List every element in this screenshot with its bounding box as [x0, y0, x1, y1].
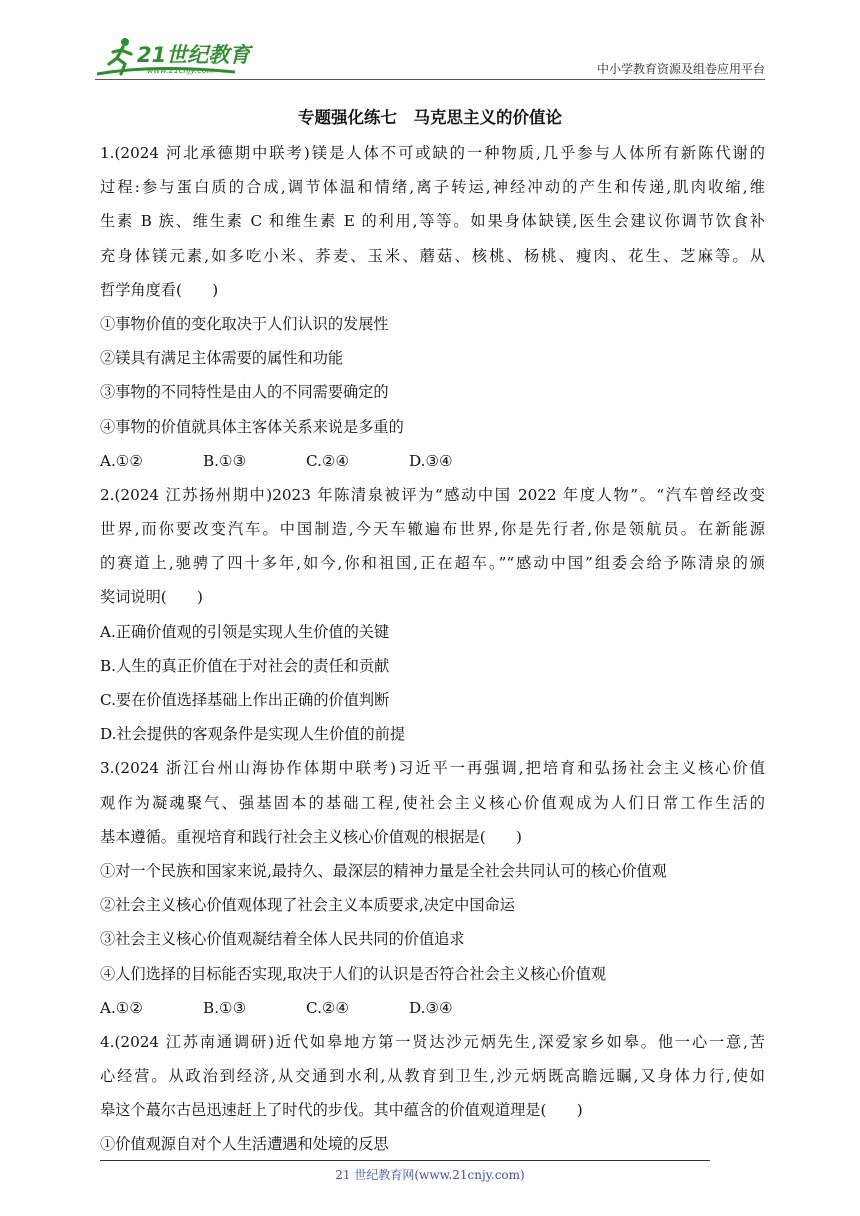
runner-logo-icon [95, 34, 265, 78]
question-1-stem-line: 生素 B 族、维生素 C 和维生素 E 的利用,等等。如果身体缺镁,医生会建议你调节饮食补 [100, 212, 765, 231]
header-divider [95, 79, 765, 80]
question-1-options [100, 444, 765, 478]
option-a: A.①② [100, 451, 144, 470]
question-1-stem-line: 哲学角度看( ) [100, 280, 219, 299]
question-4-statement: ①价值观源自对个人生活遭遇和处境的反思 [100, 1135, 389, 1154]
question-1-statement: ②镁具有满足主体需要的属性和功能 [100, 349, 343, 368]
option-b: B.①③ [203, 998, 247, 1017]
question-2-stem-line: 的赛道上,驰骋了四十多年,如今,你和祖国,正在超车。”“感动中国”组委会给予陈清泉的颁 [100, 554, 765, 573]
question-4-stem-line: 心经营。从政治到经济,从交通到水利,从教育到卫生,沙元炳既高瞻远瞩,又身体力行,使如 [100, 1067, 765, 1086]
question-3-stem-line: 观作为凝魂聚气、强基固本的基础工程,使社会主义核心价值观成为人们日常工作生活的 [100, 793, 765, 812]
option-a: A.①② [100, 998, 144, 1017]
option-d: D.③④ [409, 998, 453, 1017]
question-2-option: B.人生的真正价值在于对社会的责任和贡献 [100, 656, 390, 675]
question-3-stem-line: 3.(2024 浙江台州山海协作体期中联考)习近平一再强调,把培育和弘扬社会主义核心价值 [100, 759, 765, 778]
svg-text:www.21cnjy.com: www.21cnjy.com [147, 66, 215, 75]
question-3-options [100, 991, 765, 1025]
question-3-statement: ④人们选择的目标能否实现,取决于人们的认识是否符合社会主义核心价值观 [100, 964, 607, 983]
question-2-stem-line: 世界,而你要改变汽车。中国制造,今天车辙遍布世界,你是先行者,你是领航员。在新能源 [100, 520, 765, 539]
question-1-stem-line: 充身体镁元素,如多吃小米、荞麦、玉米、蘑菇、核桃、杨桃、瘦肉、花生、芝麻等。从 [100, 246, 765, 265]
question-3-stem-line: 基本遵循。重视培育和践行社会主义核心价值观的根据是( ) [100, 827, 522, 846]
question-2-stem-line: 奖词说明( ) [100, 588, 203, 607]
option-b: B.①③ [203, 451, 247, 470]
page-title: 专题强化练七 马克思主义的价值论 [298, 108, 562, 127]
question-1-stem-line: 1.(2024 河北承德期中联考)镁是人体不可或缺的一种物质,几乎参与人体所有新陈代谢的 [100, 144, 765, 162]
site-logo [95, 34, 265, 78]
question-2-option: C.要在价值选择基础上作出正确的价值判断 [100, 691, 390, 709]
question-1-statement: ③事物的不同特性是由人的不同需要确定的 [100, 383, 389, 402]
option-d: D.③④ [409, 451, 453, 470]
question-2-stem-line: 2.(2024 江苏扬州期中)2023 年陈清泉被评为“感动中国 2022 年度人物”。“汽车曾经改变 [100, 485, 765, 504]
question-1-stem-line: 过程:参与蛋白质的合成,调节体温和情绪,离子转运,神经冲动的产生和传递,肌肉收缩,维 [100, 178, 765, 197]
question-2-option: D.社会提供的客观条件是实现人生价值的前提 [100, 725, 406, 744]
page-header [95, 34, 765, 80]
page-footer: 21 世纪教育网(www.21cnjy.com) [335, 1168, 525, 1182]
question-3-statement: ②社会主义核心价值观体现了社会主义本质要求,决定中国命运 [100, 896, 515, 915]
svg-text:21世纪教育: 21世纪教育 [137, 43, 251, 67]
question-list [100, 136, 765, 1162]
question-2-option: A.正确价值观的引领是实现人生价值的关键 [100, 622, 390, 641]
question-3-statement: ①对一个民族和国家来说,最持久、最深层的精神力量是全社会共同认可的核心价值观 [100, 861, 667, 880]
footer-divider [100, 1160, 710, 1161]
question-3-statement: ③社会主义核心价值观凝结着全体人民共同的价值追求 [100, 930, 465, 949]
option-c: C.②④ [306, 451, 350, 470]
question-1-statement: ①事物价值的变化取决于人们认识的发展性 [100, 314, 389, 333]
question-4-stem-line: 4.(2024 江苏南通调研)近代如皋地方第一贤达沙元炳先生,深爱家乡如皋。他一心一意,苦 [100, 1032, 765, 1051]
question-4-stem-line: 皋这个蕞尔古邑迅速赶上了时代的步伐。其中蕴含的价值观道理是( ) [100, 1101, 583, 1120]
platform-name: 中小学教育资源及组卷应用平台 [596, 62, 765, 76]
question-1-statement: ④事物的价值就具体主客体关系来说是多重的 [100, 417, 404, 436]
option-c: C.②④ [306, 998, 350, 1017]
